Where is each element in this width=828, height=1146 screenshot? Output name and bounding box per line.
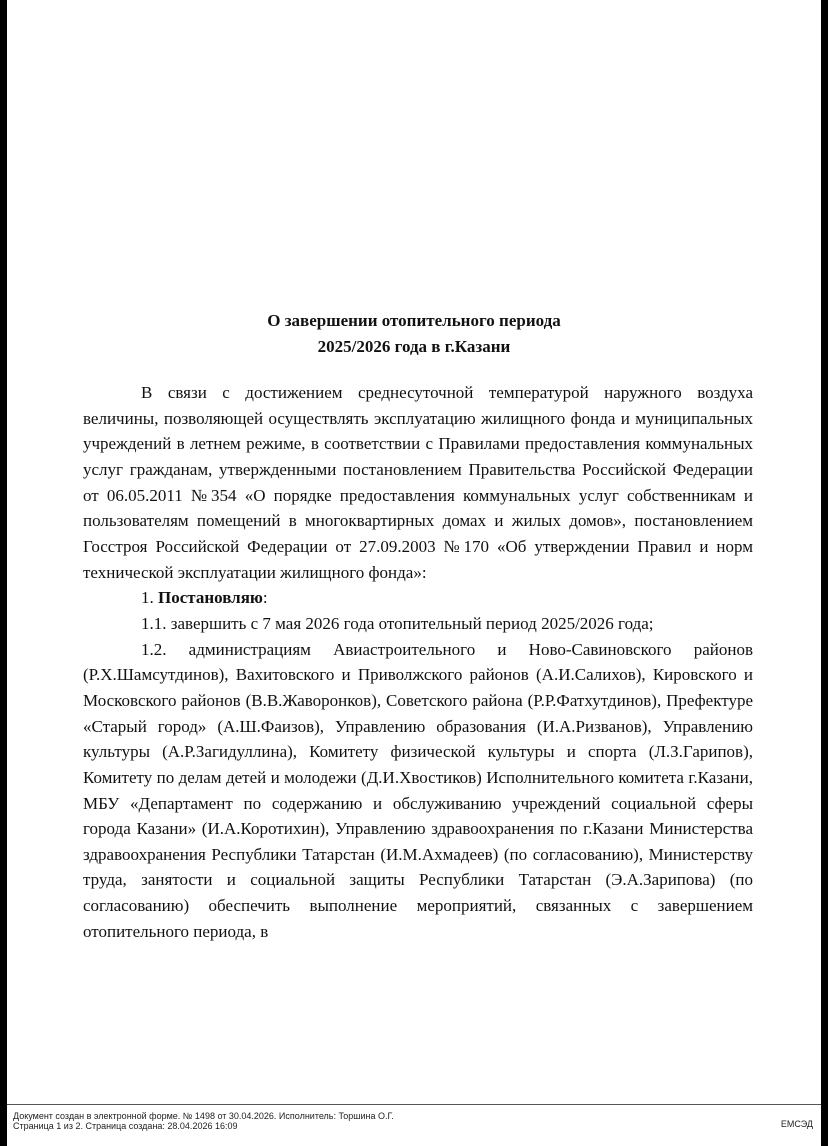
document-title xyxy=(7,308,821,360)
item-1-label: Постановляю xyxy=(158,588,263,608)
preamble-paragraph: В связи с достижением среднесуточной температурой наружного воздуха величины, позволяющей осуществлять эксплуатацию жилищного фонда и муниципальных учреждений в летнем режиме, в соответствии с Правилами предоставления коммунальных услуг гражданам, утвержденными постановлением Правительства Российской Федерации от 06.05.2011 №354 «О порядке предоставления коммунальных услуг собственникам и пользователям помещений в многоквартирных домах и жилых домов», постановлением Госстроя Российской Федерации от 27.09.2003 №170 «Об утверждении Правил и норм технической эксплуатации жилищного фонда»: xyxy=(83,383,753,582)
document-footer xyxy=(7,1104,821,1146)
title-line-1: О завершении отопительного периода xyxy=(267,311,561,330)
item-1-colon: : xyxy=(262,588,268,608)
footer-line-1: Документ создан в электронной форме. № 1498 от 30.04.2026. Исполнитель: Торшина О.Г. xyxy=(13,1111,394,1121)
document-page xyxy=(7,0,821,1146)
item-1 xyxy=(83,585,753,611)
footer-system-label: ЕМСЭД xyxy=(780,1119,813,1129)
item-1-number: 1. xyxy=(141,588,158,608)
item-1-1: 1.1. завершить с 7 мая 2026 года отопительный период 2025/2026 года; xyxy=(141,613,654,633)
footer-info xyxy=(13,1111,394,1131)
item-1-2: 1.2. администрациям Авиастроительного и Ново-Савиновского районов (Р.Х.Шамсутдинов), Вахитовского и Приволжского районов (А.И.Салихов), Кировского и Московского районов (В.В.Жаворонков), Советского района (Р.Р.Фатхутдинов), Префектуре «Старый город» (А.Ш.Фаизов), Управлению образования (И.А.Ризванов), Управлению культуры (А.Р.Загидуллина), Комитету физической культуры и спорта (Л.З.Гарипов), Комитету по делам детей и молодежи (Д.И.Хвостиков) Исполнительного комитета г.Казани, МБУ «Департамент по содержанию и обслуживанию учреждений социальной сферы города Казани» (И.А.Коротихин), Управлению здравоохранения по г.Казани Министерства здравоохранения Республики Татарстан (И.М.Ахмадеев) (по согласованию), Министерству труда, занятости и социальной защиты Республики Татарстан (Э.А.Зарипова) (по согласованию) обеспечить выполнение мероприятий, связанных с завершением отопительного периода, в xyxy=(83,639,753,941)
footer-line-2: Страница 1 из 2. Страница создана: 28.04.2026 16:09 xyxy=(13,1121,238,1131)
title-line-2: 2025/2026 года в г.Казани xyxy=(317,337,511,356)
document-body xyxy=(83,380,753,944)
